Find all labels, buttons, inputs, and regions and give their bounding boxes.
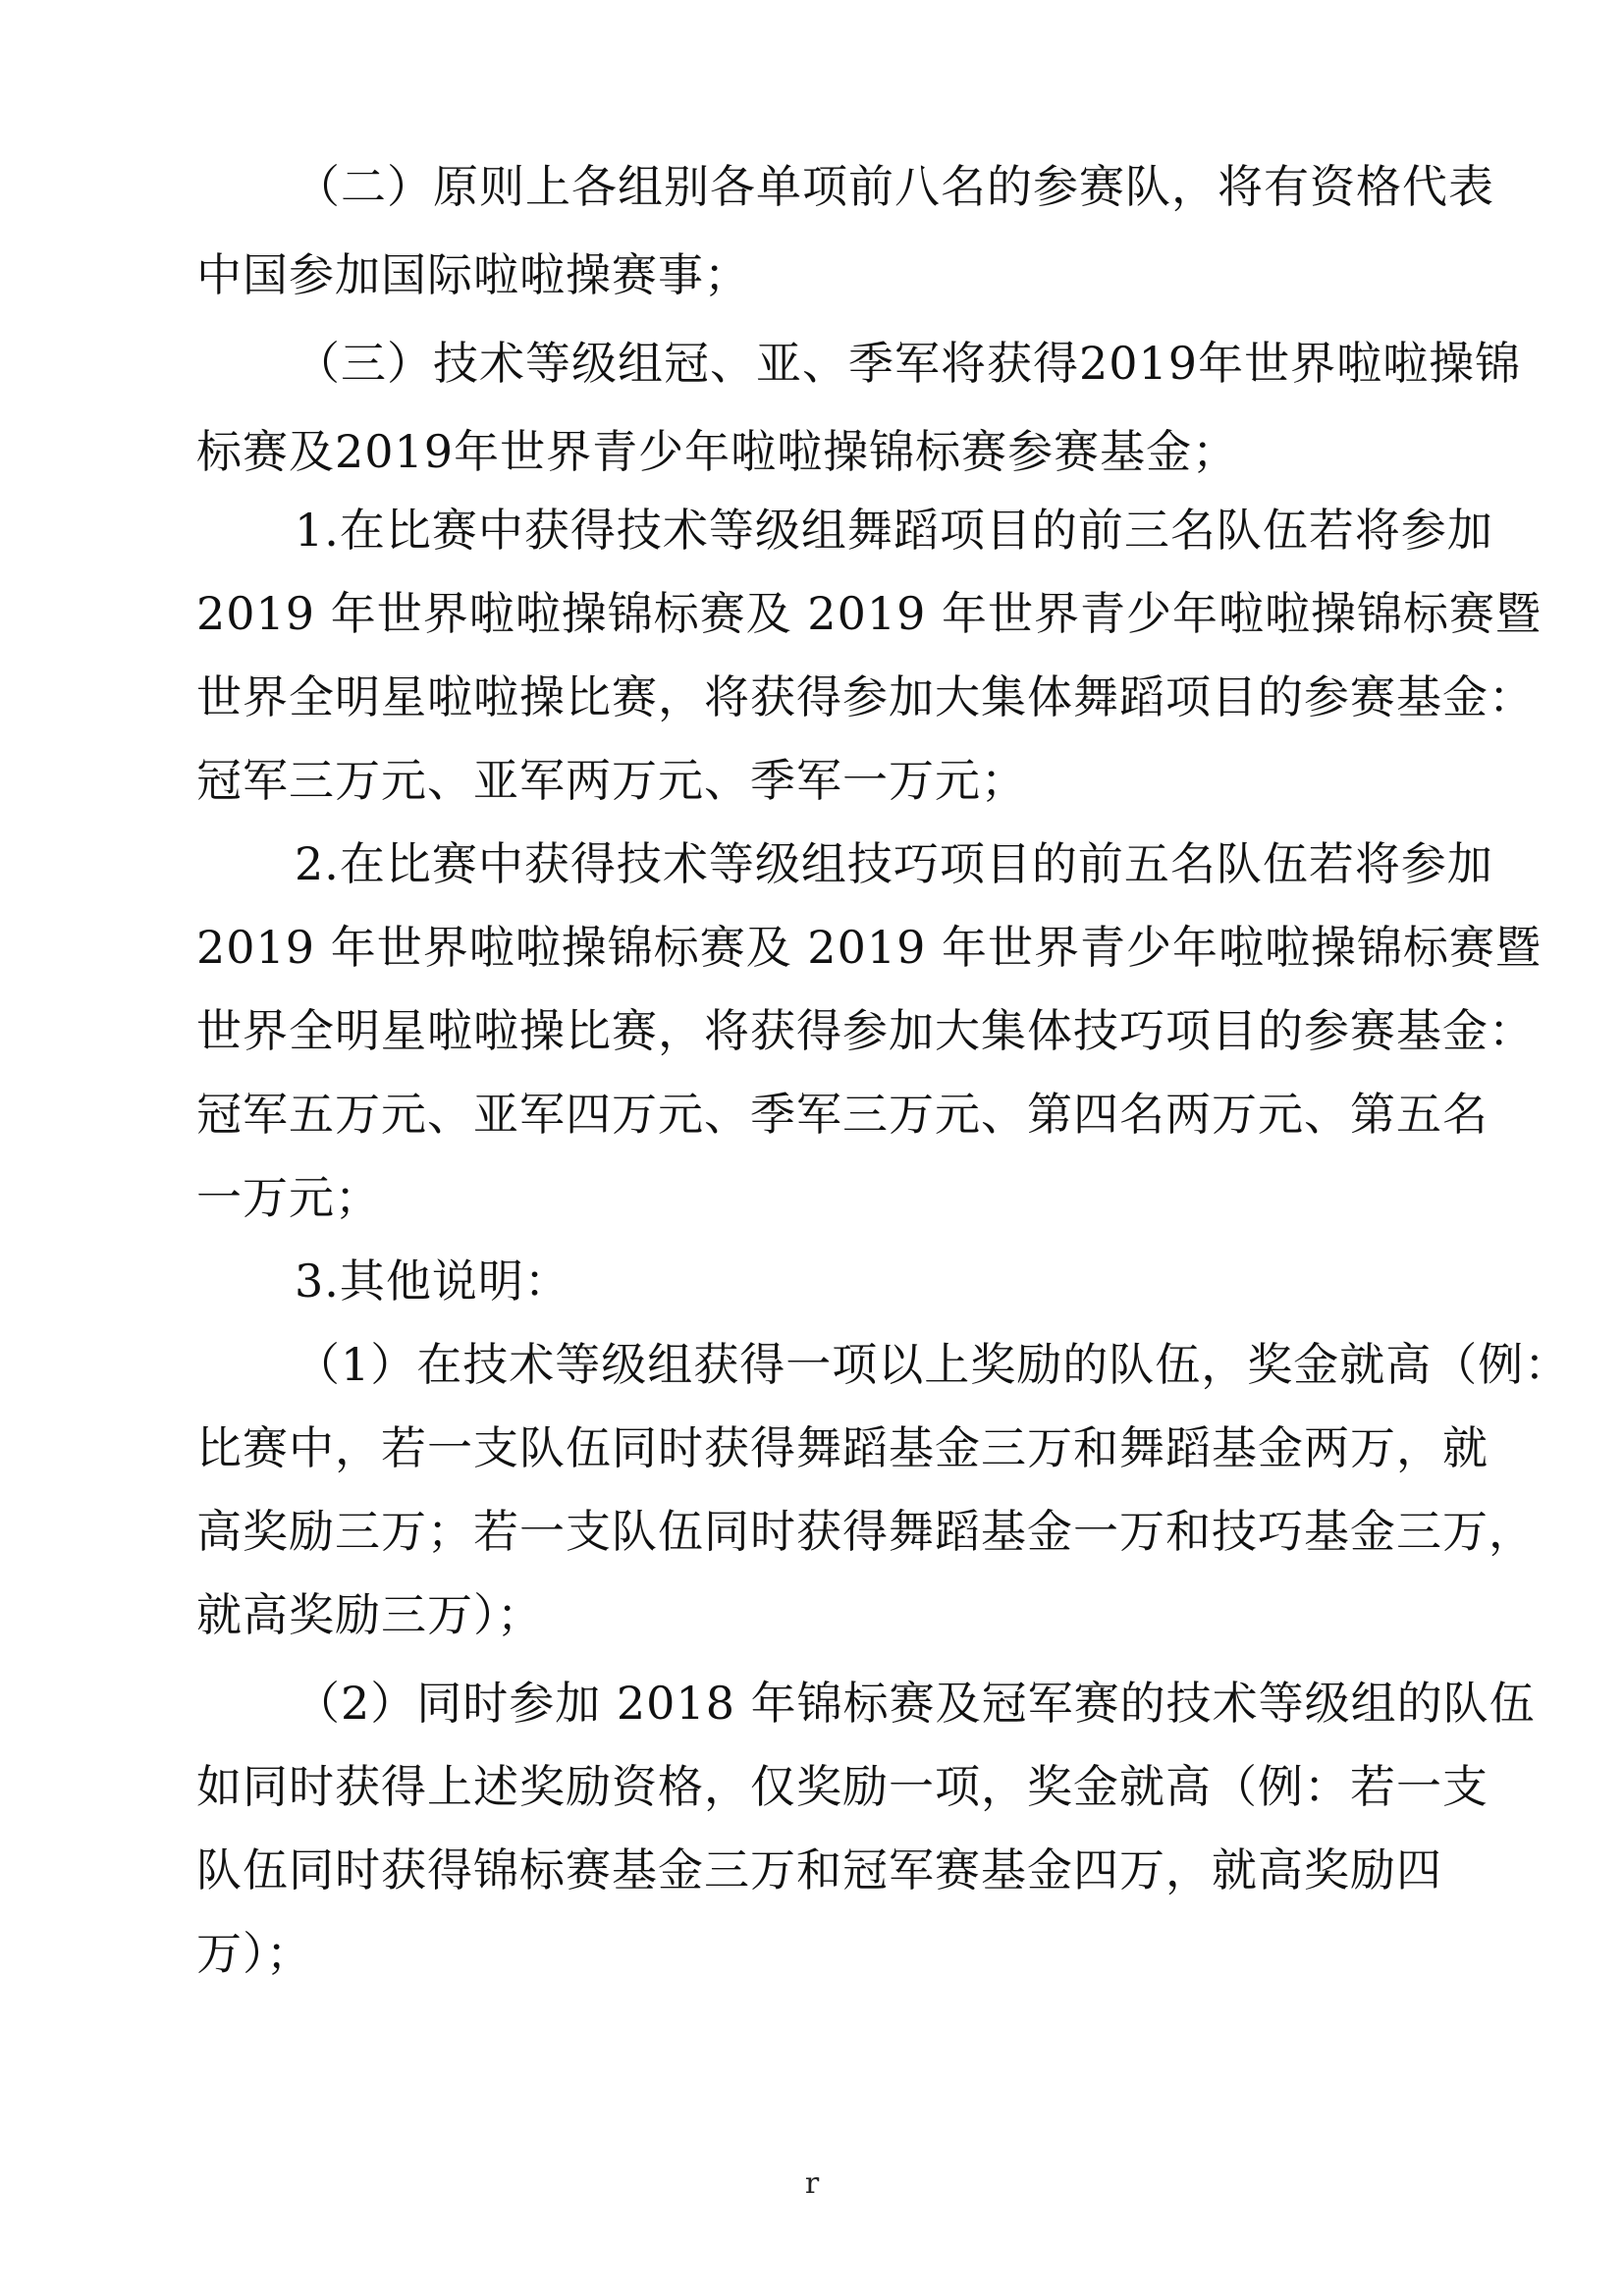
text-line: （1）在技术等级组获得一项以上奖励的队伍，奖金就高（例： [295, 1338, 1571, 1391]
text-line: 世界全明星啦啦操比赛，将获得参加大集体技巧项目的参赛基金： [196, 1004, 1535, 1057]
text-line: 1.在比赛中获得技术等级组舞蹈项目的前三名队伍若将参加 [295, 504, 1493, 557]
text-line: 冠军三万元、亚军两万元、季军一万元； [196, 754, 1027, 807]
text-line: （二）原则上各组别各单项前八名的参赛队，将有资格代表 [295, 160, 1494, 213]
text-line: 如同时获得上述奖励资格，仅奖励一项，奖金就高（例：若一支 [196, 1760, 1489, 1813]
text-line: 队伍同时获得锦标赛基金三万和冠军赛基金四万，就高奖励四 [196, 1843, 1442, 1896]
page-number: r [804, 2166, 820, 2201]
text-line: 标赛及2019年世界青少年啦啦操锦标赛参赛基金； [196, 425, 1239, 478]
text-line: 2.在比赛中获得技术等级组技巧项目的前五名队伍若将参加 [295, 837, 1493, 890]
text-line: 3.其他说明： [295, 1255, 570, 1308]
text-line: 就高奖励三万）； [196, 1588, 543, 1641]
text-line: （三）技术等级组冠、亚、季军将获得2019年世界啦啦操锦 [295, 337, 1522, 390]
text-line: 2019 年世界啦啦操锦标赛及 2019 年世界青少年啦啦操锦标赛暨 [196, 921, 1542, 974]
text-line: （2）同时参加 2018 年锦标赛及冠军赛的技术等级组的队伍 [295, 1677, 1536, 1730]
text-line: 中国参加国际啦啦操赛事； [196, 248, 750, 301]
text-line: 高奖励三万；若一支队伍同时获得舞蹈基金一万和技巧基金三万， [196, 1505, 1535, 1558]
text-line: 万）； [196, 1927, 312, 1980]
text-line: 世界全明星啦啦操比赛，将获得参加大集体舞蹈项目的参赛基金： [196, 670, 1535, 723]
text-line: 2019 年世界啦啦操锦标赛及 2019 年世界青少年啦啦操锦标赛暨 [196, 587, 1542, 640]
text-line: 一万元； [196, 1171, 381, 1224]
text-line: 冠军五万元、亚军四万元、季军三万元、第四名两万元、第五名 [196, 1088, 1489, 1141]
text-line: 比赛中，若一支队伍同时获得舞蹈基金三万和舞蹈基金两万，就 [196, 1421, 1489, 1474]
